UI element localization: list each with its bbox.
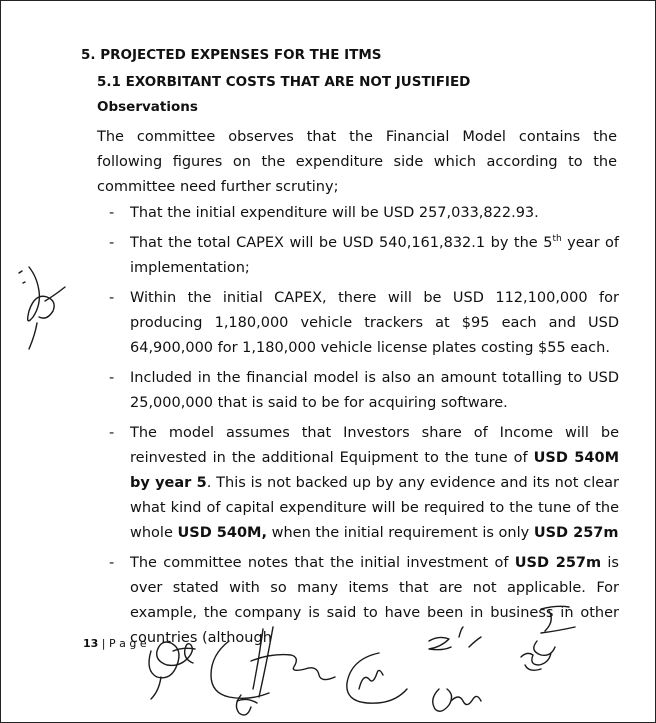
bullet-text: Within the initial CAPEX, there will be USD 112,100,000 for producing 1,180,000 vehicle trackers at $95 each and USD 64,900,000 for 1,180,000 vehicle license plates costing $55 each.	[130, 290, 619, 356]
bullet-dash: -	[109, 290, 115, 306]
margin-mark	[19, 271, 25, 283]
bold-amount: USD 257m	[533, 525, 619, 541]
bullet-dash: -	[109, 425, 115, 441]
page-label: | P a g e	[98, 637, 147, 650]
bullet-dash: -	[109, 235, 115, 251]
intro-paragraph: The committee observes that the Financial Model contains the following figures on the expenditure side which according to the committee need further scrutiny;	[97, 129, 617, 195]
bullet-dash: -	[109, 205, 115, 221]
ordinal-suffix: th	[552, 234, 562, 245]
list-item	[109, 286, 619, 361]
bold-amount: USD 540M,	[177, 525, 267, 541]
subsection-heading: 5.1 EXORBITANT COSTS THAT ARE NOT JUSTIFIED	[97, 74, 471, 90]
bullet-dash: -	[109, 370, 115, 386]
bullet-text: . This is not backed up by any evidence and its not clear what kind of capital expenditure will be required to the tune of the whole	[130, 475, 619, 541]
page-number: 13	[83, 637, 99, 650]
signature-6	[433, 689, 481, 711]
list-item	[109, 231, 619, 281]
bullet-text: That the initial expenditure will be USD 257,033,822.93.	[130, 205, 539, 221]
bullet-text: is over stated with so many items that are not applicable. For example, the company is said to have been in business in other countries (although	[130, 555, 619, 646]
bullet-text: when the initial requirement is only	[267, 525, 534, 541]
list-item	[109, 551, 619, 651]
list-item	[109, 421, 619, 546]
bullet-text: That the total CAPEX will be USD 540,161,832.1 by the 5	[130, 235, 553, 251]
expenditure-list	[109, 201, 619, 656]
list-item	[109, 201, 619, 226]
margin-initial-signature	[28, 267, 65, 349]
signature-3	[347, 653, 407, 703]
list-item	[109, 366, 619, 416]
bullet-text: year of implementation;	[130, 235, 620, 276]
section-heading: 5. PROJECTED EXPENSES FOR THE ITMS	[81, 47, 382, 63]
signature-2-flourish	[236, 695, 257, 715]
page-footer	[83, 637, 147, 650]
bullet-text: The model assumes that Investors share of Income will be reinvested in the additional Equipment to the tune of	[130, 425, 619, 466]
observations-heading: Observations	[97, 99, 198, 115]
bullet-text: The committee notes that the initial investment of	[130, 555, 515, 571]
bullet-text: Included in the financial model is also an amount totalling to USD 25,000,000 that is said to be for acquiring software.	[130, 370, 619, 411]
bullet-dash: -	[109, 555, 115, 571]
bold-amount: USD 257m	[514, 555, 602, 571]
bold-amount: USD 540M by year 5	[130, 450, 620, 491]
